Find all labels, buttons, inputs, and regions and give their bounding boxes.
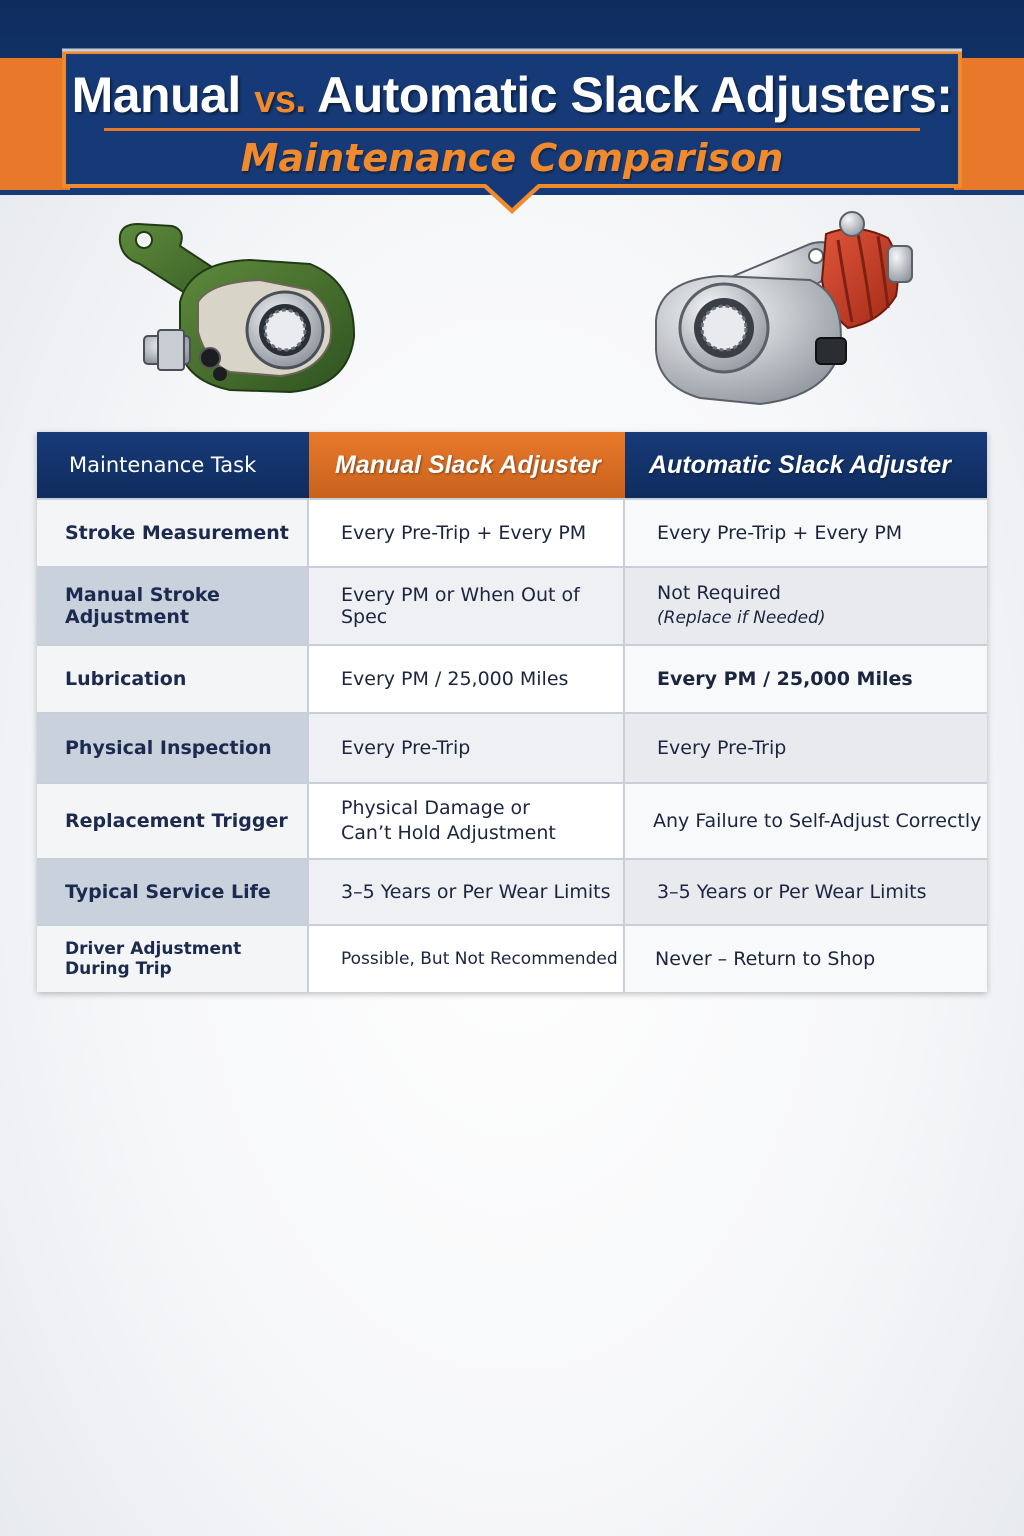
table-row	[37, 926, 987, 992]
title-automatic: Automatic Slack Adjusters:	[317, 67, 953, 123]
task-cell: Driver Adjustment During Trip	[37, 926, 309, 992]
comparison-table	[37, 432, 987, 992]
manual-cell: Every PM or When Out of Spec	[309, 568, 625, 644]
header-maintenance-task: Maintenance Task	[37, 432, 309, 498]
manual-slack-adjuster-image	[110, 212, 370, 412]
automatic-cell: Every PM / 25,000 Miles	[625, 646, 987, 712]
automatic-cell: 3–5 Years or Per Wear Limits	[625, 860, 987, 924]
table-row	[37, 860, 987, 926]
manual-cell: Every PM / 25,000 Miles	[309, 646, 625, 712]
task-cell: Manual Stroke Adjustment	[37, 568, 309, 644]
table-row	[37, 714, 987, 784]
automatic-cell-line: Not Required	[657, 582, 781, 604]
task-cell: Stroke Measurement	[37, 500, 309, 566]
manual-cell-line: Can’t Hold Adjustment	[341, 822, 556, 844]
manual-cell	[309, 784, 625, 858]
table-row	[37, 500, 987, 568]
table-row	[37, 784, 987, 860]
automatic-cell	[625, 568, 987, 644]
title-banner	[0, 0, 1024, 230]
header-automatic-slack-adjuster: Automatic Slack Adjuster	[625, 432, 987, 498]
manual-cell: Possible, But Not Recommended	[309, 926, 625, 992]
table-row	[37, 568, 987, 646]
automatic-cell: Every Pre-Trip + Every PM	[625, 500, 987, 566]
header-manual-slack-adjuster: Manual Slack Adjuster	[309, 432, 625, 498]
manual-cell: 3–5 Years or Per Wear Limits	[309, 860, 625, 924]
automatic-cell: Any Failure to Self-Adjust Correctly	[625, 784, 987, 858]
table-row	[37, 646, 987, 714]
page-title	[0, 66, 1024, 124]
task-cell: Physical Inspection	[37, 714, 309, 782]
manual-cell-line: Physical Damage or	[341, 797, 530, 819]
automatic-slack-adjuster-image	[640, 200, 920, 420]
task-cell: Replacement Trigger	[37, 784, 309, 858]
title-divider	[104, 128, 920, 131]
automatic-cell-note: (Replace if Needed)	[657, 608, 826, 628]
title-vs: vs.	[254, 79, 306, 121]
table-header-row	[37, 432, 987, 500]
automatic-cell: Every Pre-Trip	[625, 714, 987, 782]
task-cell: Lubrication	[37, 646, 309, 712]
page-subtitle: Maintenance Comparison	[240, 136, 784, 180]
automatic-cell: Never – Return to Shop	[625, 926, 987, 992]
manual-cell: Every Pre-Trip + Every PM	[309, 500, 625, 566]
manual-cell: Every Pre-Trip	[309, 714, 625, 782]
title-manual: Manual	[71, 67, 241, 123]
task-cell: Typical Service Life	[37, 860, 309, 924]
